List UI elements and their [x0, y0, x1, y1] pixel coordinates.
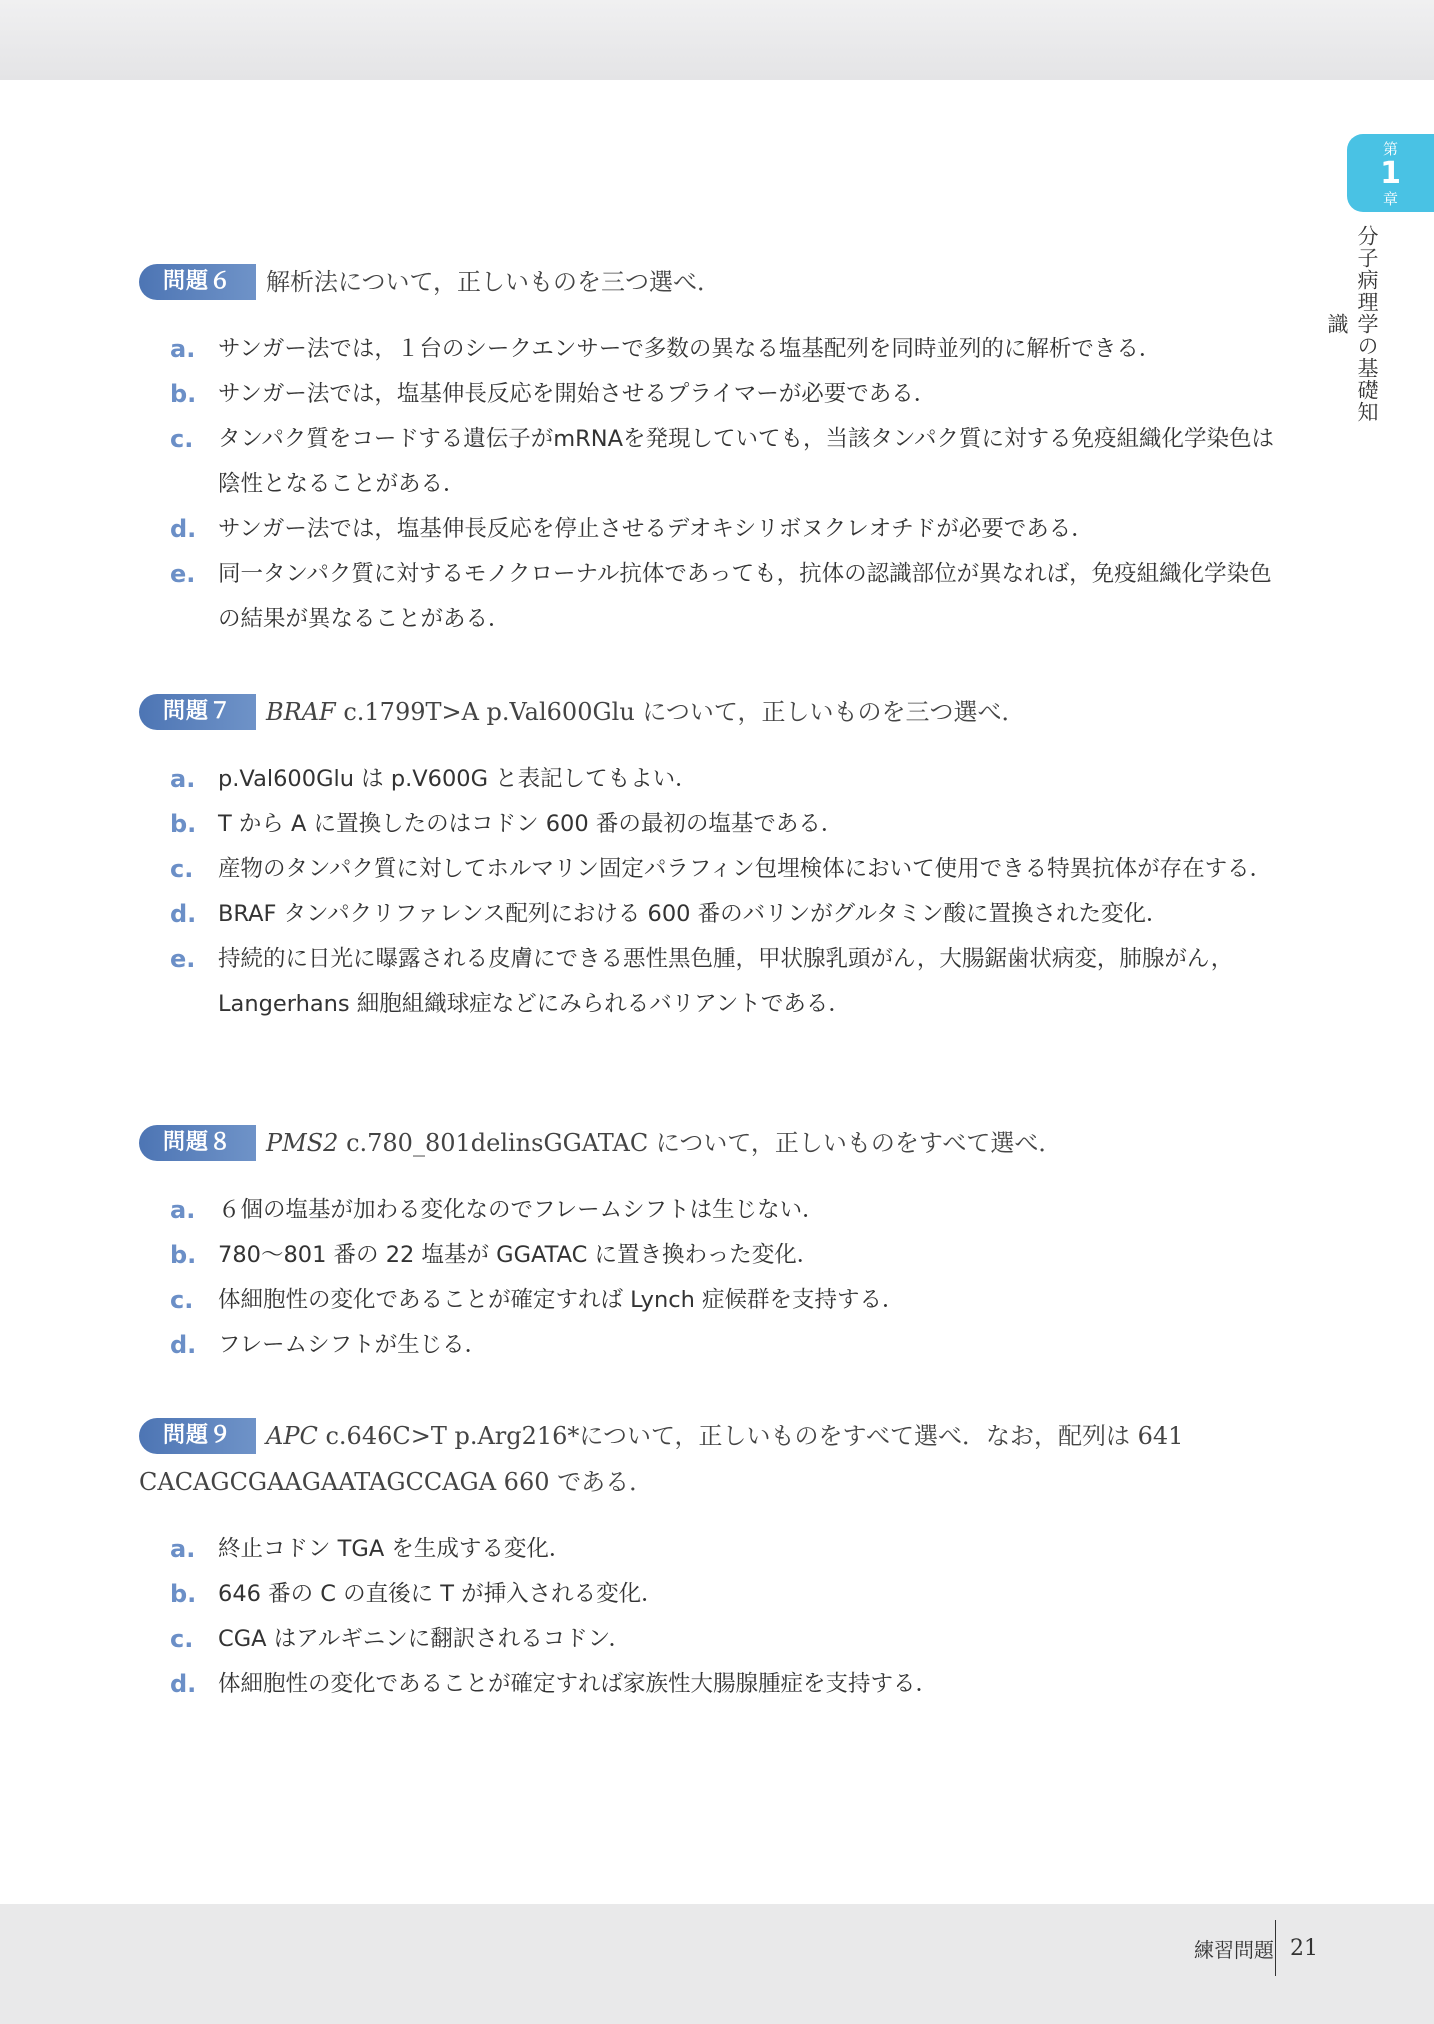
- gene-name: BRAF: [266, 698, 336, 726]
- option-letter: a.: [170, 335, 196, 363]
- option-letter: d.: [170, 1670, 197, 1698]
- option-item: [139, 1188, 1299, 1233]
- option-letter: a.: [170, 1196, 196, 1224]
- question-badge: 問題７: [139, 694, 256, 730]
- option-item: [139, 847, 1299, 892]
- option-text: タンパク質をコードする遺伝子がmRNAを発現していても，当該タンパク質に対する免疫組織化学染色は陰性となることがある．: [218, 426, 1274, 497]
- option-text: サンガー法では，塩基伸長反応を開始させるプライマーが必要である．: [218, 381, 937, 407]
- option-item: [139, 1662, 1299, 1707]
- option-letter: b.: [170, 1241, 197, 1269]
- option-letter: c.: [170, 855, 194, 883]
- question-text: 解析法について，正しいものを三つ選べ．: [266, 268, 722, 296]
- option-item: [139, 507, 1299, 552]
- option-item: [139, 1278, 1299, 1323]
- option-item: [139, 802, 1299, 847]
- option-letter: c.: [170, 425, 194, 453]
- option-item: [139, 1527, 1299, 1572]
- option-letter: e.: [170, 560, 196, 588]
- option-text: サンガー法では，塩基伸長反応を停止させるデオキシリボヌクレオチドが必要である．: [218, 516, 1094, 542]
- option-letter: b.: [170, 1580, 197, 1608]
- option-item: [139, 1572, 1299, 1617]
- option-item: [139, 372, 1299, 417]
- gene-name: PMS2: [266, 1129, 339, 1157]
- page-number: 21: [1290, 1936, 1318, 1961]
- option-text: 体細胞性の変化であることが確定すれば家族性大腸腺腫症を支持する．: [218, 1671, 939, 1697]
- question-badge: 問題６: [139, 264, 256, 300]
- question-text: APC c.646C>T p.Arg216*について，正しいものをすべて選べ．なお，配列は 641: [266, 1422, 1184, 1450]
- option-text: p.Val600Glu は p.V600G と表記してもよい．: [218, 766, 698, 792]
- option-text: 同一タンパク質に対するモノクローナル抗体であっても，抗体の認識部位が異なれば，免疫組織化学染色の結果が異なることがある．: [218, 561, 1272, 632]
- question-7: [139, 689, 1299, 1027]
- question-badge: 問題９: [139, 1418, 256, 1454]
- option-item: [139, 892, 1299, 937]
- footer-band: [0, 1904, 1434, 2024]
- footer-divider: [1275, 1920, 1276, 1976]
- option-letter: a.: [170, 765, 196, 793]
- chapter-tab: [1347, 134, 1434, 212]
- question-badge: 問題８: [139, 1125, 256, 1161]
- option-item: [139, 1323, 1299, 1368]
- option-text: サンガー法では，１台のシークエンサーで多数の異なる塩基配列を同時並列的に解析できる．: [218, 336, 1162, 362]
- option-item: [139, 327, 1299, 372]
- question-8: [139, 1120, 1299, 1368]
- option-text: 体細胞性の変化であることが確定すれば Lynch 症候群を支持する．: [218, 1287, 905, 1313]
- option-letter: d.: [170, 515, 197, 543]
- option-text: 終止コドン TGA を生成する変化．: [218, 1536, 572, 1562]
- option-item: [139, 552, 1299, 642]
- option-text: BRAF タンパクリファレンス配列における 600 番のバリンがグルタミン酸に置換された変化．: [218, 901, 1169, 927]
- chapter-prefix: 第: [1382, 140, 1398, 158]
- chapter-suffix: 章: [1382, 190, 1398, 208]
- option-text: 持続的に日光に曝露される皮膚にできる悪性黒色腫，甲状腺乳頭がん，大腸鋸歯状病変，肺腺がん，Langerhans 細胞組織球症などにみられるバリアントである．: [218, 946, 1234, 1017]
- option-letter: c.: [170, 1625, 194, 1653]
- option-letter: e.: [170, 945, 196, 973]
- gene-name: APC: [266, 1422, 318, 1450]
- chapter-title: 分子病理学の基礎知識: [1325, 225, 1379, 423]
- option-letter: b.: [170, 380, 197, 408]
- option-text: フレームシフトが生じる．: [218, 1332, 488, 1358]
- footer-section-label: 練習問題: [1194, 1938, 1274, 1962]
- option-item: [139, 937, 1299, 1027]
- question-text: BRAF c.1799T>A p.Val600Glu について，正しいものを三つ選べ．: [266, 698, 1026, 726]
- option-item: [139, 757, 1299, 802]
- chapter-number: 1: [1380, 156, 1401, 191]
- option-item: [139, 1617, 1299, 1662]
- question-6: [139, 259, 1299, 642]
- option-text: CGA はアルギニンに翻訳されるコドン．: [218, 1626, 631, 1652]
- option-text: 646 番の C の直後に T が挿入される変化．: [218, 1581, 664, 1607]
- option-letter: b.: [170, 810, 197, 838]
- option-text: 780〜801 番の 22 塩基が GGATAC に置き換わった変化．: [218, 1242, 820, 1268]
- option-letter: c.: [170, 1286, 194, 1314]
- option-text: ６個の塩基が加わる変化なのでフレームシフトは生じない．: [218, 1197, 825, 1223]
- question-9: [139, 1413, 1299, 1707]
- question-text: PMS2 c.780_801delinsGGATAC について，正しいものをすべて選べ．: [266, 1129, 1063, 1157]
- option-letter: d.: [170, 1331, 197, 1359]
- option-text: 産物のタンパク質に対してホルマリン固定パラフィン包埋検体において使用できる特異抗体が存在する．: [218, 856, 1273, 882]
- option-item: [139, 1233, 1299, 1278]
- question-text-continued: CACAGCGAAGAATAGCCAGA 660 である．: [139, 1468, 654, 1496]
- header-band: [0, 0, 1434, 80]
- option-letter: a.: [170, 1535, 196, 1563]
- option-item: [139, 417, 1299, 507]
- option-letter: d.: [170, 900, 197, 928]
- option-text: T から A に置換したのはコドン 600 番の最初の塩基である．: [218, 811, 844, 837]
